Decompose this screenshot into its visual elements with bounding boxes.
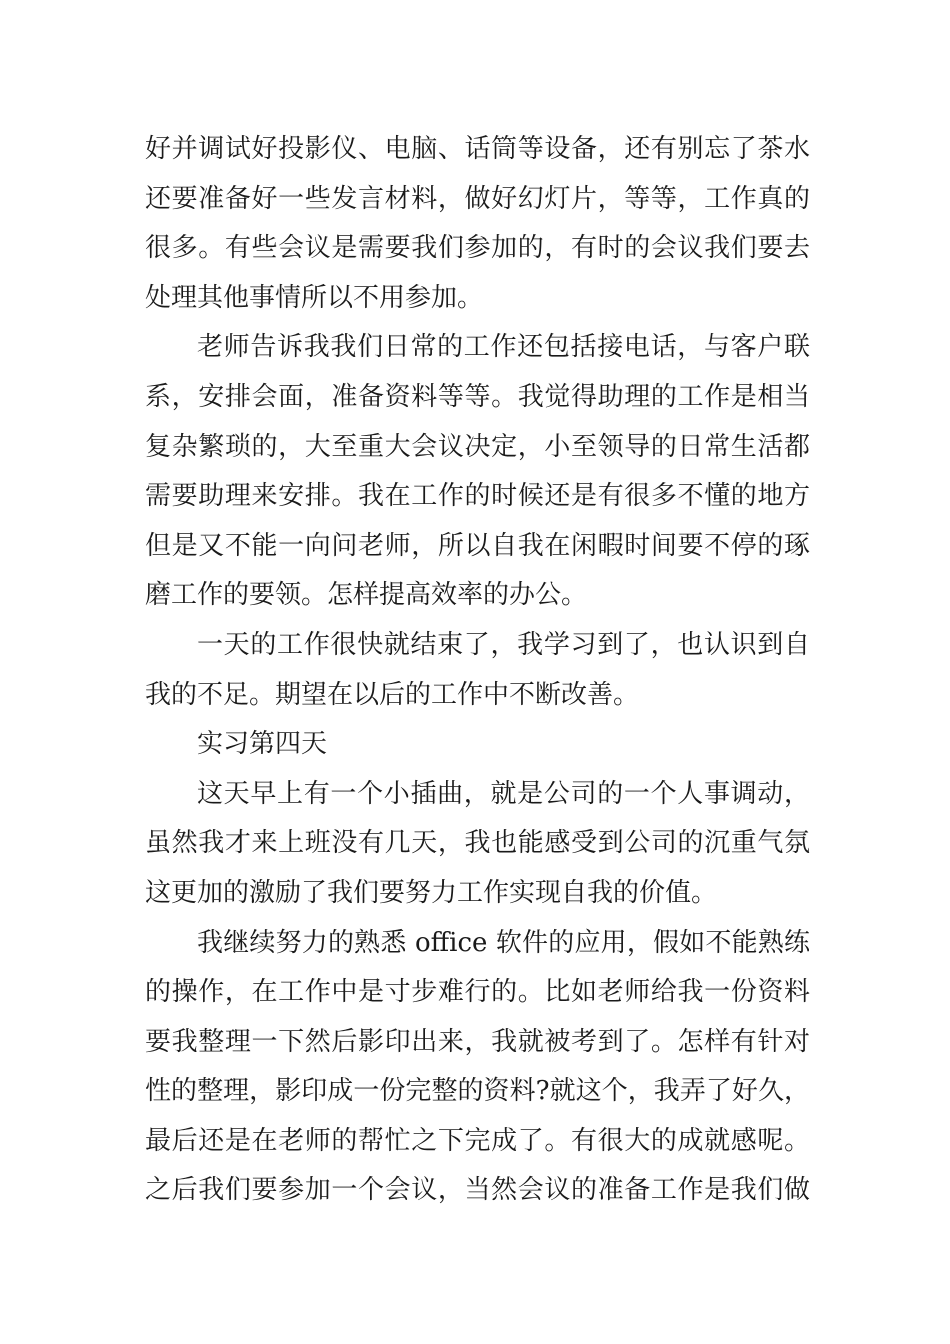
text-line: 磨工作的要领。怎样提高效率的办公。 (145, 580, 588, 611)
text-line: 需要助理来安排。我在工作的时候还是有很多不懂的地方 (145, 481, 810, 512)
section-heading (145, 720, 810, 770)
text-line: 复杂繁琐的，大至重大会议决定，小至领导的日常生活都 (145, 431, 810, 462)
paragraph-3 (145, 621, 810, 720)
text-line: 系，安排会面，准备资料等等。我觉得助理的工作是相当 (145, 381, 810, 412)
text-line: 虽然我才来上班没有几天，我也能感受到公司的沉重气氛 (145, 828, 810, 859)
text-line: 要我整理一下然后影印出来，我就被考到了。怎样有针对 (145, 1026, 810, 1057)
paragraph-2 (145, 323, 810, 621)
text-line: 处理其他事情所以不用参加。 (145, 282, 484, 313)
text-line: 但是又不能一向问老师，所以自我在闲暇时间要不停的琢 (145, 530, 810, 561)
paragraph-6 (145, 919, 810, 1217)
text-line: 还要准备好一些发言材料，做好幻灯片，等等，工作真的 (145, 183, 810, 214)
text-line: 性的整理，影印成一份完整的资料?就这个，我弄了好久， (145, 1076, 810, 1107)
text-line: 好并调试好投影仪、电脑、话筒等设备，还有别忘了茶水 (145, 134, 810, 164)
document-body (145, 125, 810, 1216)
paragraph-1 (145, 125, 810, 323)
text-line: 一天的工作很快就结束了，我学习到了，也认识到自 (197, 629, 810, 660)
heading-text: 实习第四天 (197, 729, 328, 760)
paragraph-5 (145, 770, 810, 919)
text-line: 很多。有些会议是需要我们参加的，有时的会议我们要去 (145, 233, 810, 264)
text-line: 这更加的激励了我们要努力工作实现自我的价值。 (145, 877, 718, 908)
text-line: 之后我们要参加一个会议，当然会议的准备工作是我们做 (145, 1175, 810, 1206)
text-line: 我继续努力的熟悉 office 软件的应用，假如不能熟练 (197, 927, 810, 958)
text-line: 的操作，在工作中是寸步难行的。比如老师给我一份资料 (145, 977, 810, 1008)
text-line: 最后还是在老师的帮忙之下完成了。有很大的成就感呢。 (145, 1125, 810, 1156)
text-line: 这天早上有一个小插曲，就是公司的一个人事调动， (197, 778, 810, 809)
text-line: 我的不足。期望在以后的工作中不断改善。 (145, 679, 640, 710)
text-line: 老师告诉我我们日常的工作还包括接电话，与客户联 (197, 332, 810, 363)
